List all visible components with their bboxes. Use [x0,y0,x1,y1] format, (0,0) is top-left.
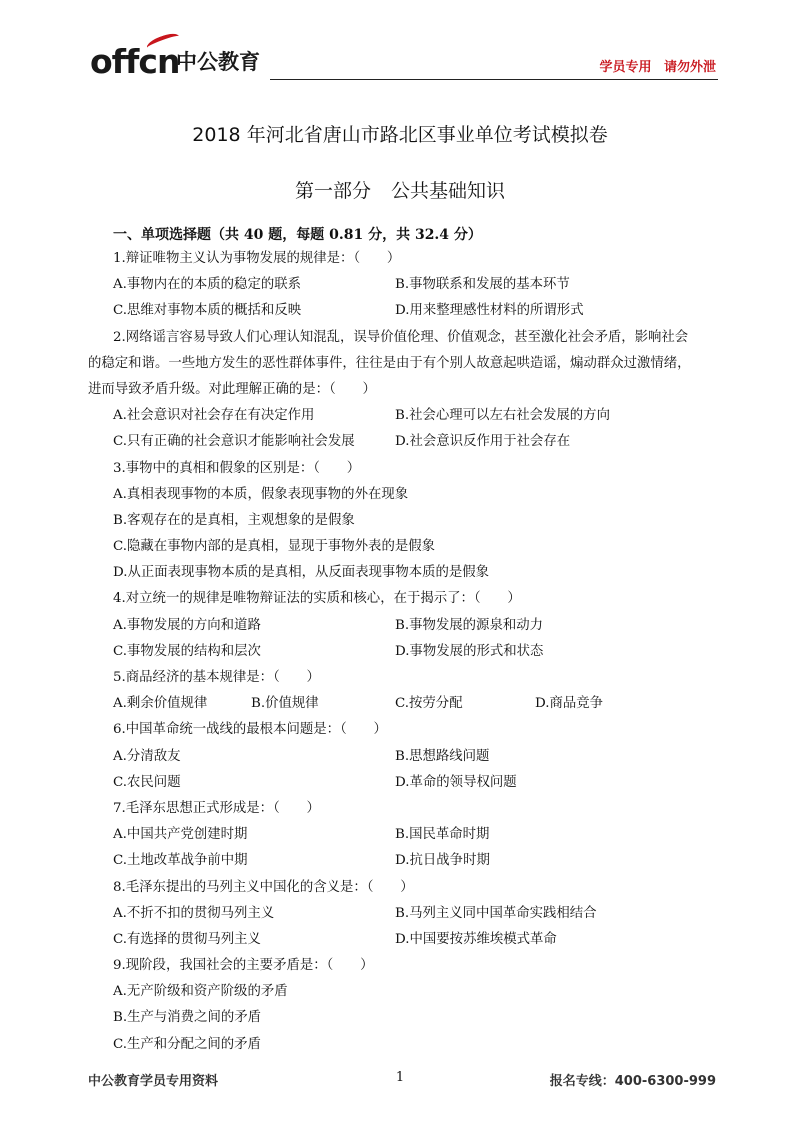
option-d: D.用来整理感性材料的所谓形式 [395,303,584,319]
page-header [90,40,718,84]
option-a: A.真相表现事物的本质，假象表现事物的外在现象 [113,486,409,502]
option-a: A.不折不扣的贯彻马列主义 [113,905,275,921]
options-row [88,298,716,324]
option-a: A.无产阶级和资产阶级的矛盾 [113,984,288,1000]
option-c: C.隐藏在事物内部的是真相，显现于事物外表的是假象 [113,539,436,555]
option-b: B.事物联系和发展的基本环节 [395,277,570,293]
option-a: A.事物发展的方向和道路 [113,617,261,633]
option-c: C.有选择的贯彻马列主义 [113,931,261,947]
question-stem-4: 4.对立统一的规律是唯物辩证法的实质和核心，在于揭示了：（ ） [113,591,521,607]
options-row [88,770,716,796]
question-stem-9: 9.现阶段，我国社会的主要矛盾是：（ ） [113,958,374,974]
question-stem-1: 1.辩证唯物主义认为事物发展的规律是：（ ） [113,251,401,266]
option-a: A.事物内在的本质的稳定的联系 [113,277,302,293]
footer-hotline: 报名专线：400-6300-999 [549,1074,716,1089]
option-b: B.生产与消费之间的矛盾 [113,1010,262,1026]
question-stem-3: 3.事物中的真相和假象的区别是：（ ） [113,460,361,476]
option-d: D.革命的领导权问题 [395,774,517,790]
options-row [88,613,716,639]
question-stem-6: 6.中国革命统一战线的最根本问题是：（ ） [113,722,387,738]
option-c: C.按劳分配 [395,696,463,712]
option-c: C.思维对事物本质的概括和反映 [113,303,302,319]
option-a: A.中国共产党创建时期 [113,827,248,843]
option-d: D.中国要按苏维埃模式革命 [395,931,557,947]
option-c: C.生产和分配之间的矛盾 [113,1036,261,1052]
offcn-logo [90,42,179,82]
option-d: D.事物发展的形式和状态 [395,643,544,659]
logo-text-en: offcn [90,42,180,81]
option-c: C.农民问题 [113,774,181,790]
option-d: D.商品竞争 [535,696,604,712]
question-stem-2-line-3: 进而导致矛盾升级。对此理解正确的是：（ ） [88,381,376,397]
option-b: B.客观存在的是真相，主观想象的是假象 [113,512,355,528]
options-row [88,744,716,770]
question-stem-2-line-1: 2.网络谣言容易导致人们心理认知混乱，误导价值伦理、价值观念，甚至激化社会矛盾，影响社会 [113,329,689,345]
question-list [88,246,716,1058]
option-d: D.社会意识反作用于社会存在 [395,434,571,450]
question-stem-7: 7.毛泽东思想正式形成是：（ ） [113,800,320,816]
option-c: C.土地改革战争前中期 [113,853,248,869]
header-rule [270,79,718,80]
options-row [88,272,716,298]
question-stem-5: 5.商品经济的基本规律是：（ ） [113,670,320,685]
part-title: 第一部分 公共基础知识 [294,180,506,202]
option-a: A.分清敌友 [113,748,181,764]
options-row [88,639,716,665]
options-row [88,403,716,429]
option-a: A.社会意识对社会存在有决定作用 [113,408,315,424]
options-row [88,848,716,874]
option-b: B.价值规律 [251,696,319,712]
option-b: B.事物发展的源泉和动力 [395,617,544,633]
option-b: B.马列主义同中国革命实践相结合 [395,905,597,921]
document-title: 2018 年河北省唐山市路北区事业单位考试模拟卷 [192,124,608,146]
option-a: A.剩余价值规律 [113,696,208,712]
options-row [88,429,716,455]
options-row [88,901,716,927]
options-row [88,927,716,953]
option-d: D.从正面表现事物本质的是真相，从反面表现事物本质的是假象 [113,565,490,581]
options-row [88,822,716,848]
section-title: 一、单项选择题（共 40 题，每题 0.81 分，共 32.4 分） [113,227,482,243]
logo-text-cn: 中公教育 [176,50,260,74]
option-b: B.思想路线问题 [395,748,490,764]
footer-label: 中公教育学员专用资料 [88,1074,219,1089]
option-d: D.抗日战争时期 [395,853,490,869]
option-b: B.国民革命时期 [395,827,490,843]
option-b: B.社会心理可以左右社会发展的方向 [395,408,610,424]
options-row [88,691,716,717]
question-stem-2-line-2: 的稳定和谐。一些地方发生的恶性群体事件，往往是由于有个别人故意起哄造谣，煽动群众过激情绪， [88,355,691,371]
question-stem-8: 8.毛泽东提出的马列主义中国化的含义是：（ ） [113,879,414,895]
option-c: C.只有正确的社会意识才能影响社会发展 [113,434,355,450]
page-number: 1 [395,1070,405,1085]
option-c: C.事物发展的结构和层次 [113,643,261,659]
header-notice: 学员专用 请勿外泄 [599,60,716,75]
